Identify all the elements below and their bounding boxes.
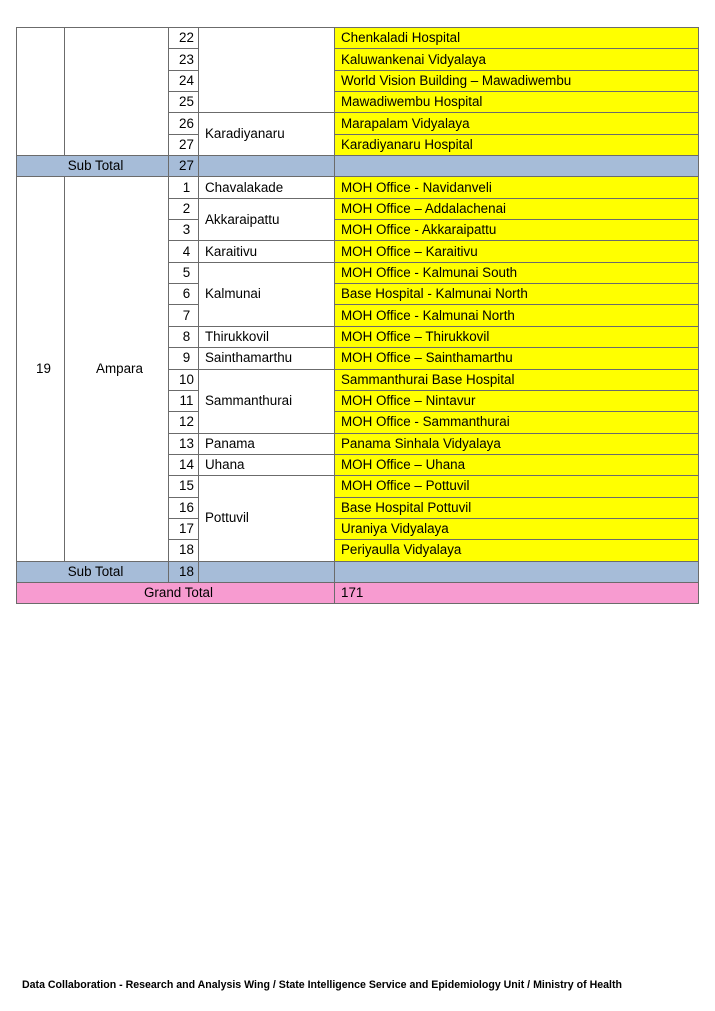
center-name: MOH Office - Navidanveli <box>335 177 699 198</box>
row-number: 8 <box>169 326 199 347</box>
center-name: MOH Office – Uhana <box>335 454 699 475</box>
subtotal-empty <box>199 156 335 177</box>
center-name: Base Hospital Pottuvil <box>335 497 699 518</box>
center-name: MOH Office – Sainthamarthu <box>335 348 699 369</box>
moh-area-cell <box>199 28 335 113</box>
row-number: 7 <box>169 305 199 326</box>
center-name: Chenkaladi Hospital <box>335 28 699 49</box>
center-name: MOH Office - Kalmunai North <box>335 305 699 326</box>
center-name: Marapalam Vidyalaya <box>335 113 699 134</box>
row-number: 10 <box>169 369 199 390</box>
district-no-cell <box>17 28 65 156</box>
center-name: Panama Sinhala Vidyalaya <box>335 433 699 454</box>
center-name: MOH Office – Nintavur <box>335 390 699 411</box>
subtotal-value: 27 <box>169 156 199 177</box>
center-name: MOH Office – Addalachenai <box>335 198 699 219</box>
row-number: 6 <box>169 284 199 305</box>
row-number: 9 <box>169 348 199 369</box>
row-number: 4 <box>169 241 199 262</box>
row-number: 13 <box>169 433 199 454</box>
moh-area-sainthamarthu: Sainthamarthu <box>199 348 335 369</box>
quarantine-centers-table <box>16 27 699 604</box>
subtotal-row <box>17 156 699 177</box>
center-name: Periyaulla Vidyalaya <box>335 540 699 561</box>
moh-area-kalmunai: Kalmunai <box>199 262 335 326</box>
center-name: World Vision Building – Mawadiwembu <box>335 70 699 91</box>
center-name: Uraniya Vidyalaya <box>335 518 699 539</box>
subtotal-empty <box>335 561 699 582</box>
row-number: 25 <box>169 92 199 113</box>
subtotal-label: Sub Total <box>17 156 169 177</box>
row-number: 14 <box>169 454 199 475</box>
grand-total-label: Grand Total <box>17 582 335 603</box>
center-name: Mawadiwembu Hospital <box>335 92 699 113</box>
row-number: 18 <box>169 540 199 561</box>
center-name: MOH Office - Kalmunai South <box>335 262 699 283</box>
row-number: 3 <box>169 220 199 241</box>
row-number: 26 <box>169 113 199 134</box>
center-name: MOH Office - Sammanthurai <box>335 412 699 433</box>
moh-area-akkaraipattu: Akkaraipattu <box>199 198 335 241</box>
moh-area-thirukkovil: Thirukkovil <box>199 326 335 347</box>
subtotal-label: Sub Total <box>17 561 169 582</box>
center-name: Karadiyanaru Hospital <box>335 134 699 155</box>
district-name-cell <box>65 28 169 156</box>
moh-area-sammanthurai: Sammanthurai <box>199 369 335 433</box>
center-name: MOH Office – Karaitivu <box>335 241 699 262</box>
row-number: 2 <box>169 198 199 219</box>
district-number: 19 <box>17 177 65 561</box>
center-name: Sammanthurai Base Hospital <box>335 369 699 390</box>
moh-area-chavalakade: Chavalakade <box>199 177 335 198</box>
table-row <box>17 28 699 49</box>
moh-area-karaitivu: Karaitivu <box>199 241 335 262</box>
moh-area-pottuvil: Pottuvil <box>199 476 335 561</box>
row-number: 5 <box>169 262 199 283</box>
grand-total-value: 171 <box>335 582 699 603</box>
center-name: MOH Office - Akkaraipattu <box>335 220 699 241</box>
center-name: Base Hospital - Kalmunai North <box>335 284 699 305</box>
grand-total-row <box>17 582 699 603</box>
moh-area-panama: Panama <box>199 433 335 454</box>
center-name: MOH Office – Thirukkovil <box>335 326 699 347</box>
subtotal-value: 18 <box>169 561 199 582</box>
row-number: 12 <box>169 412 199 433</box>
row-number: 15 <box>169 476 199 497</box>
row-number: 27 <box>169 134 199 155</box>
moh-area-karadiyanaru: Karadiyanaru <box>199 113 335 156</box>
center-name: MOH Office – Pottuvil <box>335 476 699 497</box>
subtotal-empty <box>199 561 335 582</box>
center-name: Kaluwankenai Vidyalaya <box>335 49 699 70</box>
page-footer: Data Collaboration - Research and Analysis Wing / State Intelligence Service and Epidemiology Unit / Ministry of Health <box>22 979 622 991</box>
subtotal-empty <box>335 156 699 177</box>
subtotal-row <box>17 561 699 582</box>
row-number: 17 <box>169 518 199 539</box>
row-number: 24 <box>169 70 199 91</box>
row-number: 16 <box>169 497 199 518</box>
district-name: Ampara <box>65 177 169 561</box>
row-number: 22 <box>169 28 199 49</box>
row-number: 1 <box>169 177 199 198</box>
table-row <box>17 177 699 198</box>
row-number: 11 <box>169 390 199 411</box>
moh-area-uhana: Uhana <box>199 454 335 475</box>
row-number: 23 <box>169 49 199 70</box>
